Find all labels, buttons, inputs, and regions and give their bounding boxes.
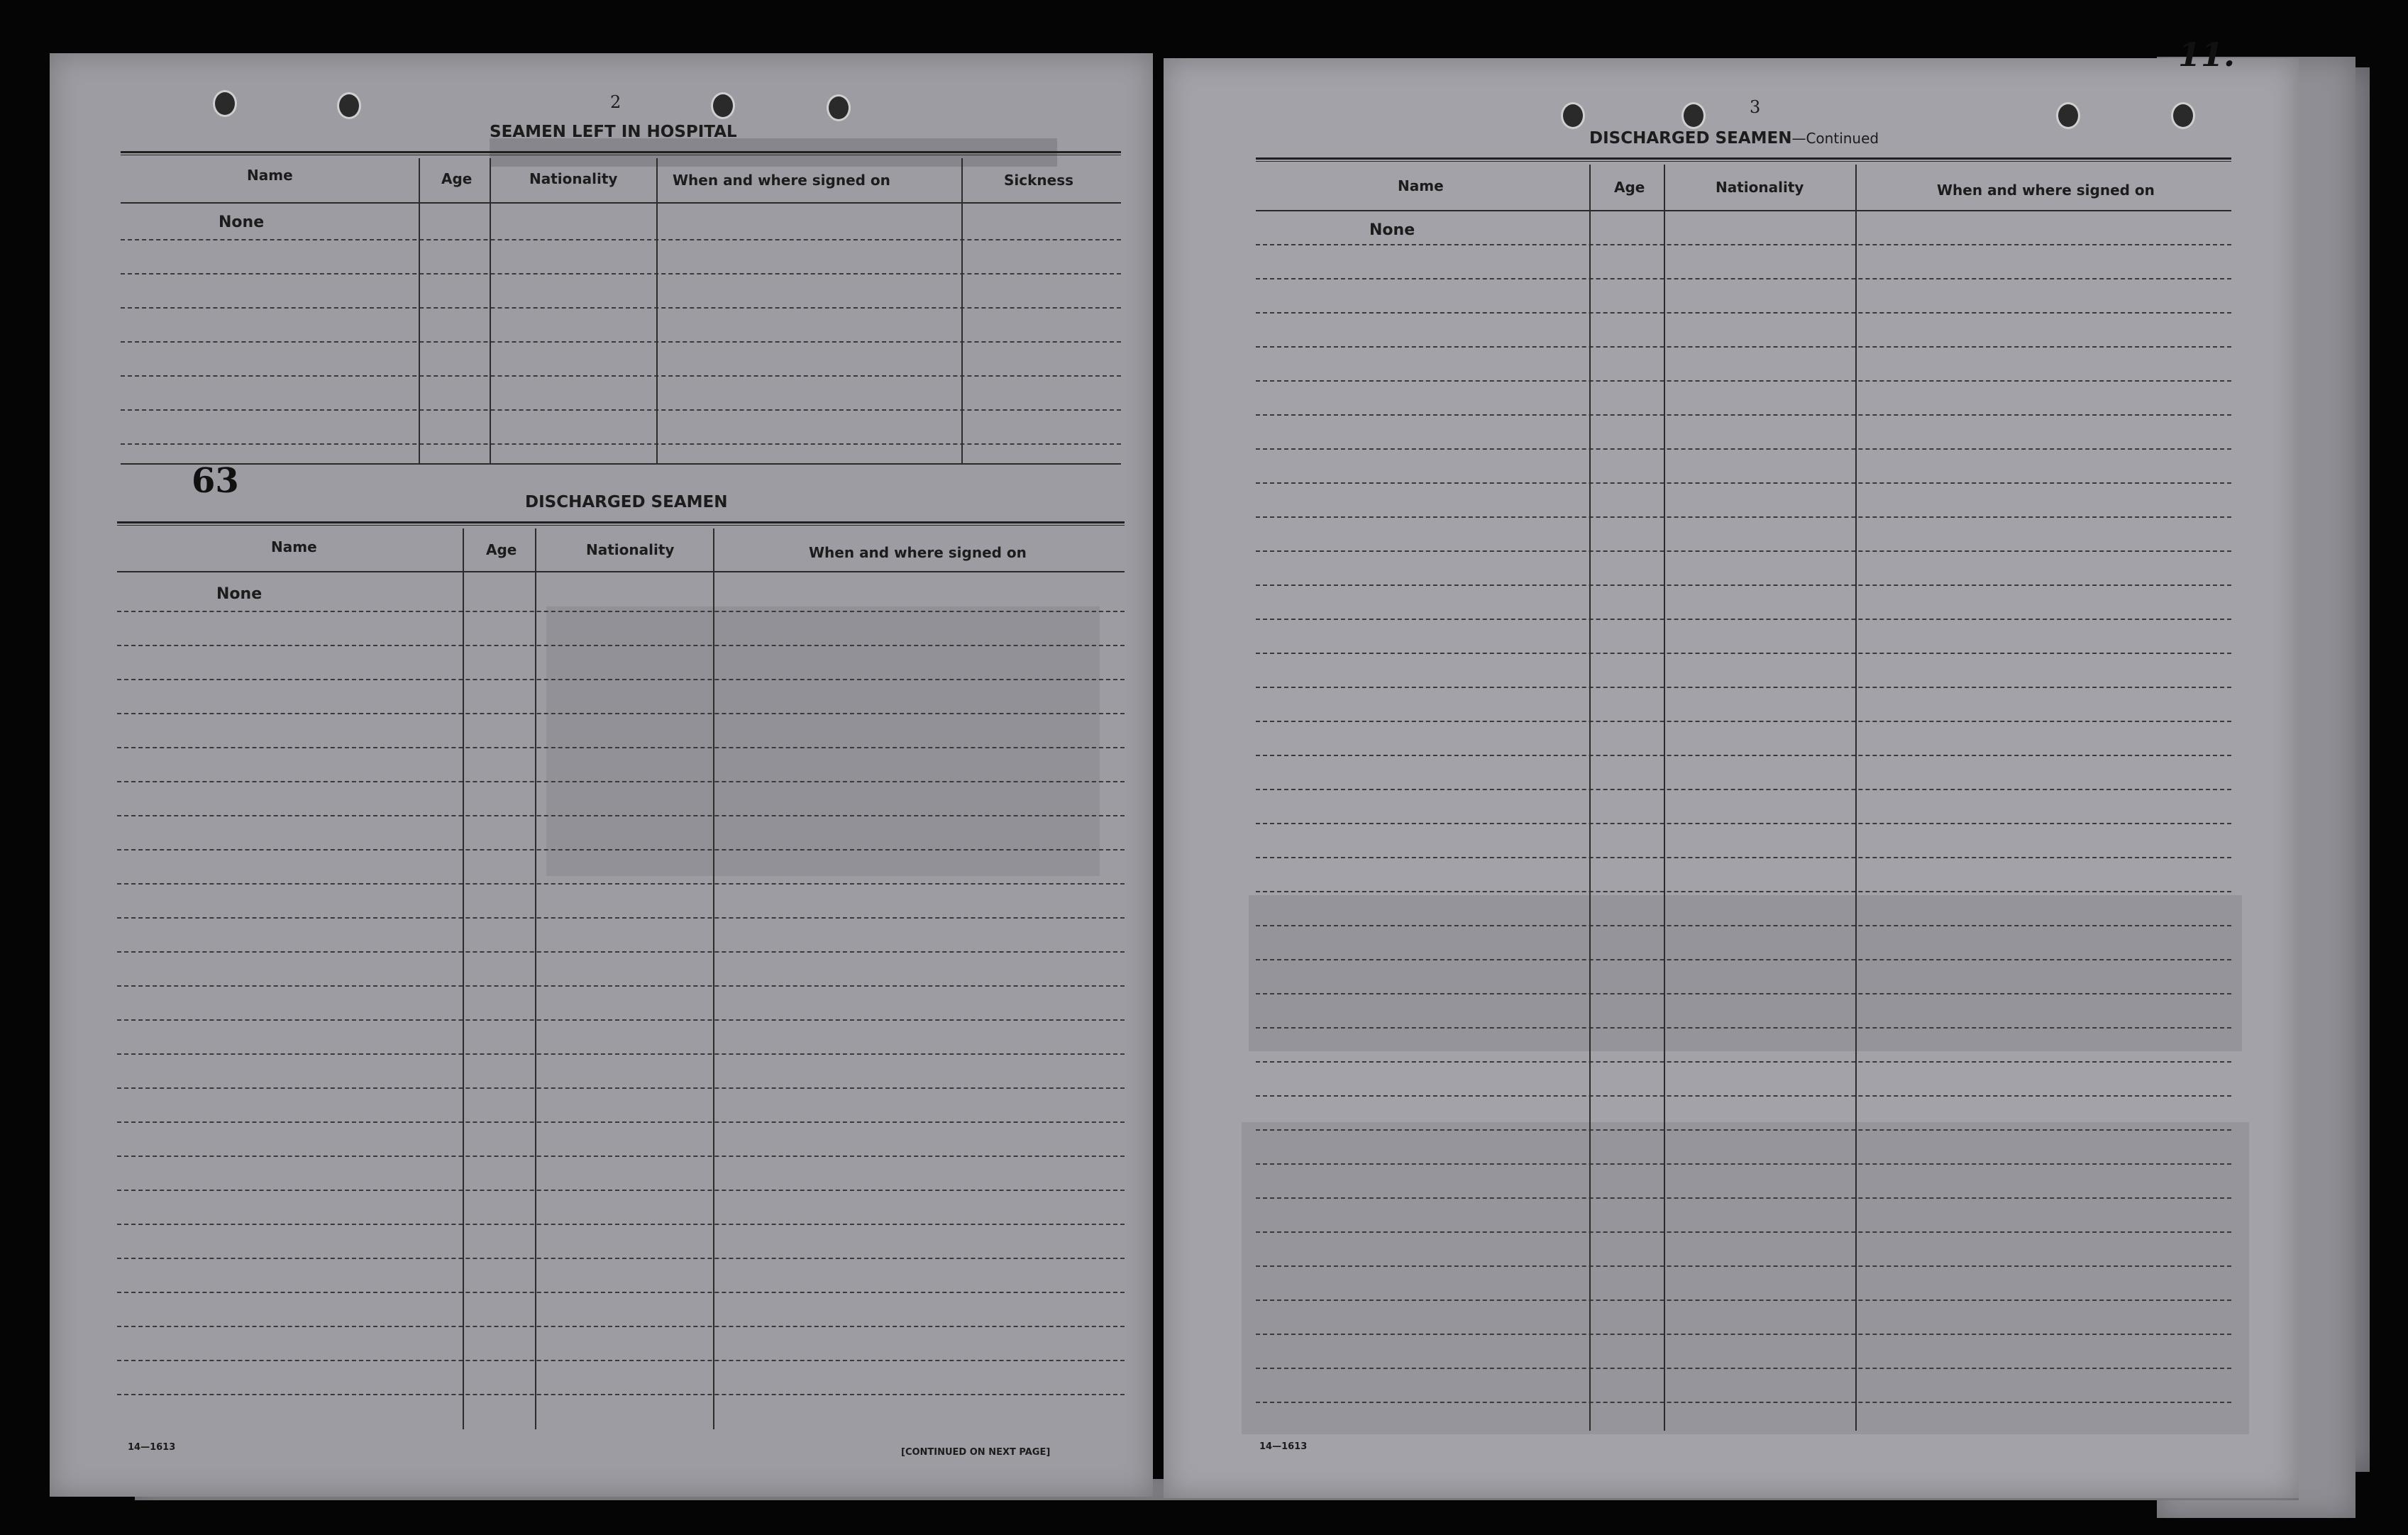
row-rule <box>1256 1368 2231 1369</box>
column-header-sickness: Sickness <box>1004 172 1074 189</box>
form-code: 14—1613 <box>128 1442 176 1453</box>
column-header-signed-on: When and where signed on <box>673 172 890 189</box>
row-rule <box>1256 1061 2231 1063</box>
row-rule <box>1256 959 2231 960</box>
row-rule <box>121 239 1121 240</box>
punch-hole <box>213 90 237 117</box>
row-rule <box>1256 244 2231 245</box>
punch-hole <box>2171 102 2195 129</box>
section-title-hospital: SEAMEN LEFT IN HOSPITAL <box>490 123 737 141</box>
row-rule <box>117 849 1125 850</box>
row-rule <box>1256 1027 2231 1029</box>
column-divider <box>1855 165 1857 1431</box>
form-code: 14—1613 <box>1259 1441 1308 1452</box>
column-header-nationality: Nationality <box>1716 179 1804 196</box>
section-title-discharged: DISCHARGED SEAMEN <box>525 493 728 511</box>
row-rule <box>117 1258 1125 1259</box>
row-rule <box>1256 1334 2231 1335</box>
row-rule <box>1256 823 2231 824</box>
row-rule <box>117 1360 1125 1361</box>
row-rule <box>1256 1163 2231 1165</box>
row-rule <box>1256 993 2231 994</box>
row-rule <box>1256 1402 2231 1403</box>
header-rule <box>121 202 1121 204</box>
row-rule <box>1256 653 2231 654</box>
discharged-continued-entry: None <box>1369 221 1415 239</box>
column-header-name: Name <box>271 538 317 555</box>
punch-hole <box>827 94 851 121</box>
column-divider <box>656 158 658 463</box>
row-rule <box>117 611 1125 612</box>
row-rule <box>1256 414 2231 416</box>
column-divider <box>1664 165 1665 1431</box>
page-number: 2 <box>610 92 622 112</box>
column-header-age: Age <box>441 170 473 187</box>
column-divider <box>490 158 491 463</box>
table-top-rule <box>117 525 1125 526</box>
row-rule <box>117 679 1125 680</box>
row-rule <box>1256 925 2231 926</box>
handwritten-number: 63 <box>192 461 239 501</box>
row-rule <box>1256 755 2231 756</box>
table-top-rule <box>1256 161 2231 162</box>
table-top-rule <box>117 521 1125 523</box>
discharged-entry: None <box>216 585 263 603</box>
row-rule <box>117 1224 1125 1225</box>
row-rule <box>117 1292 1125 1293</box>
column-header-age: Age <box>1614 179 1645 196</box>
row-rule <box>121 375 1121 377</box>
row-rule <box>117 1053 1125 1055</box>
row-rule <box>1256 721 2231 722</box>
row-rule <box>117 747 1125 748</box>
row-rule <box>121 307 1121 309</box>
row-rule <box>117 883 1125 885</box>
table-top-rule <box>1256 157 2231 160</box>
row-rule <box>117 917 1125 919</box>
table-bottom-rule <box>121 463 1121 465</box>
column-divider <box>961 158 963 463</box>
row-rule <box>1256 448 2231 450</box>
row-rule <box>117 951 1125 953</box>
column-header-signed-on: When and where signed on <box>809 544 1027 561</box>
row-rule <box>1256 346 2231 348</box>
row-rule <box>1256 516 2231 518</box>
row-rule <box>1256 1129 2231 1131</box>
header-rule <box>1256 210 2231 211</box>
row-rule <box>117 1394 1125 1395</box>
page-number: 3 <box>1750 97 1761 117</box>
row-rule <box>1256 1197 2231 1199</box>
section-title-suffix: —Continued <box>1791 130 1879 147</box>
bleed-through-text <box>546 606 1100 876</box>
section-title-text: DISCHARGED SEAMEN <box>1589 129 1792 148</box>
column-header-nationality: Nationality <box>586 541 675 558</box>
corner-handwritten-mark: 11. <box>2178 35 2236 74</box>
row-rule <box>1256 482 2231 484</box>
punch-hole <box>711 92 735 119</box>
row-rule <box>117 713 1125 714</box>
table-top-rule <box>121 151 1121 153</box>
row-rule <box>117 1156 1125 1157</box>
row-rule <box>117 1019 1125 1021</box>
row-rule <box>121 341 1121 343</box>
column-header-age: Age <box>486 541 517 558</box>
row-rule <box>117 645 1125 646</box>
column-header-name: Name <box>247 167 293 184</box>
punch-hole <box>2056 102 2080 129</box>
right-page <box>1164 58 2299 1498</box>
section-title-discharged-continued <box>1589 129 1879 148</box>
row-rule <box>1256 857 2231 858</box>
row-rule <box>121 443 1121 445</box>
row-rule <box>117 1190 1125 1191</box>
row-rule <box>1256 1300 2231 1301</box>
header-rule <box>117 571 1125 572</box>
punch-hole <box>1681 102 1706 129</box>
column-divider <box>463 528 464 1429</box>
row-rule <box>1256 278 2231 279</box>
row-rule <box>1256 1231 2231 1233</box>
row-rule <box>117 1326 1125 1327</box>
row-rule <box>117 985 1125 987</box>
punch-hole <box>337 92 361 119</box>
row-rule <box>117 815 1125 816</box>
column-divider <box>419 158 420 463</box>
row-rule <box>121 409 1121 411</box>
left-page <box>50 53 1153 1497</box>
row-rule <box>1256 584 2231 586</box>
punch-hole <box>1561 102 1585 129</box>
row-rule <box>1256 380 2231 382</box>
row-rule <box>117 781 1125 782</box>
row-rule <box>1256 550 2231 552</box>
row-rule <box>117 1087 1125 1089</box>
row-rule <box>1256 891 2231 892</box>
row-rule <box>121 273 1121 275</box>
column-divider <box>535 528 536 1429</box>
column-header-nationality: Nationality <box>529 170 618 187</box>
column-header-signed-on: When and where signed on <box>1937 182 2155 199</box>
column-header-name: Name <box>1398 177 1444 194</box>
column-divider <box>1589 165 1591 1431</box>
bleed-through-text <box>1242 1122 2249 1434</box>
hospital-entry: None <box>219 214 265 231</box>
row-rule <box>1256 619 2231 620</box>
row-rule <box>117 1121 1125 1123</box>
row-rule <box>1256 789 2231 790</box>
row-rule <box>1256 687 2231 688</box>
column-divider <box>713 528 714 1429</box>
row-rule <box>1256 1265 2231 1267</box>
row-rule <box>1256 1095 2231 1097</box>
row-rule <box>1256 312 2231 314</box>
continued-notice: [CONTINUED ON NEXT PAGE] <box>901 1447 1051 1458</box>
